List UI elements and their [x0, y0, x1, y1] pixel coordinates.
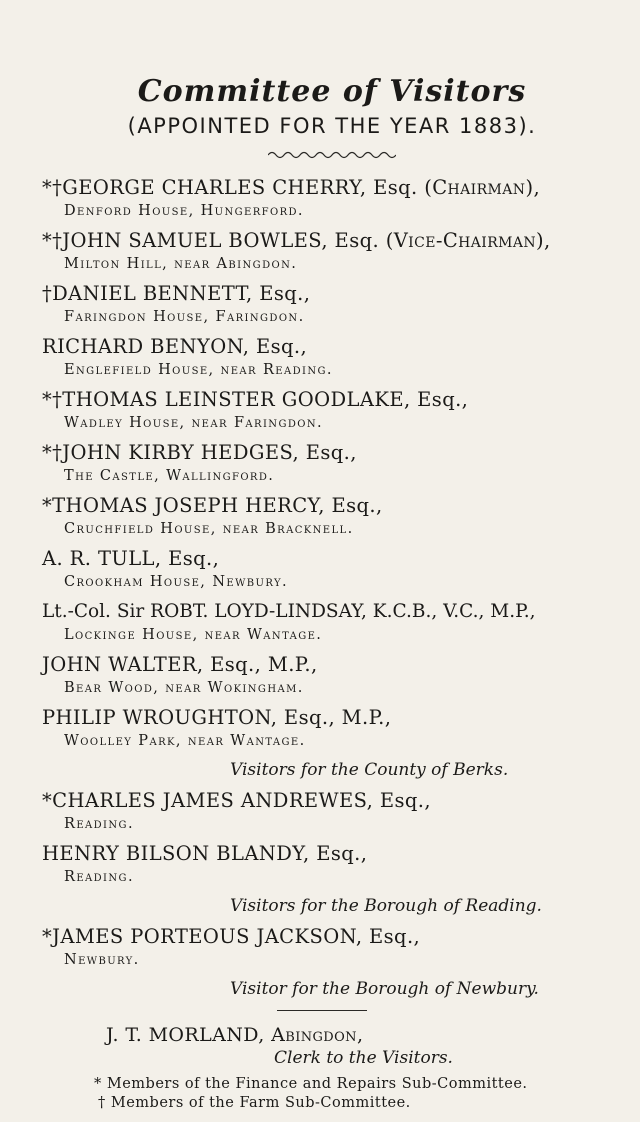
- visitor-name: PHILIP WROUGHTON, Esq., M.P.,: [42, 706, 392, 729]
- visitor-entry: [42, 227, 622, 274]
- visitor-name: *CHARLES JAMES ANDREWES, Esq.,: [42, 789, 431, 812]
- visitor-address: Reading.: [64, 869, 134, 885]
- visitor-name: JOHN WALTER, Esq., M.P.,: [42, 653, 318, 676]
- visitor-address: Faringdon House, Faringdon.: [64, 309, 305, 325]
- visitor-address: Englefield House, near Reading.: [64, 362, 333, 378]
- visitor-entry: [42, 923, 622, 970]
- visitor-entry: [42, 787, 622, 834]
- visitor-address: Denford House, Hungerford.: [64, 203, 304, 219]
- visitor-entry: [42, 174, 622, 221]
- clerk-name: J. T. MORLAND,: [106, 1024, 272, 1046]
- visitor-address: Woolley Park, near Wantage.: [64, 733, 306, 749]
- clerk-line: [42, 1023, 622, 1047]
- clerk-place: Abingdon,: [271, 1024, 364, 1046]
- visitor-address: Lockinge House, near Wantage.: [64, 627, 323, 643]
- visitor-entry: [42, 439, 622, 486]
- visitor-address: Crookham House, Newbury.: [64, 574, 288, 590]
- visitor-entry: [42, 333, 622, 380]
- footnote-finance: * Members of the Finance and Repairs Sub-Committee.: [94, 1076, 528, 1092]
- visitor-entry: [42, 840, 622, 887]
- visitor-name: *†JOHN KIRBY HEDGES, Esq.,: [42, 441, 357, 464]
- section-heading-newbury: Visitor for the Borough of Newbury.: [230, 979, 539, 999]
- visitor-name: *JAMES PORTEOUS JACKSON, Esq.,: [42, 925, 421, 948]
- visitor-name: *†JOHN SAMUEL BOWLES, Esq.: [42, 229, 386, 252]
- visitor-address: The Castle, Wallingford.: [64, 468, 275, 484]
- visitor-entry: [42, 704, 622, 751]
- section-heading-reading: Visitors for the Borough of Reading.: [230, 896, 542, 916]
- visitor-name: *†THOMAS LEINSTER GOODLAKE, Esq.,: [42, 388, 469, 411]
- visitor-name: RICHARD BENYON, Esq.,: [42, 335, 308, 358]
- visitor-name: A. R. TULL, Esq.,: [42, 547, 220, 570]
- visitor-entry: [42, 280, 622, 327]
- visitor-role: (Chairman),: [424, 176, 541, 199]
- visitor-address: Newbury.: [64, 952, 140, 968]
- visitor-role: (Vice-Chairman),: [385, 229, 551, 252]
- footnote-farm: † Members of the Farm Sub-Committee.: [98, 1095, 411, 1111]
- divider-rule: [277, 1010, 367, 1011]
- visitor-name: *†GEORGE CHARLES CHERRY, Esq.: [42, 176, 425, 199]
- clerk-title: Clerk to the Visitors.: [274, 1048, 453, 1068]
- visitor-address: Bear Wood, near Wokingham.: [64, 680, 304, 696]
- visitor-entry: [42, 386, 622, 433]
- page-subtitle: (APPOINTED FOR THE YEAR 1883).: [127, 114, 537, 138]
- visitor-name: *THOMAS JOSEPH HERCY, Esq.,: [42, 494, 383, 517]
- visitor-name: Lt.-Col. Sir ROBT. LOYD-LINDSAY, K.C.B., V.C., M.P.,: [42, 601, 536, 622]
- visitor-entry: [42, 492, 622, 539]
- visitor-address: Cruchfield House, near Bracknell.: [64, 521, 354, 537]
- visitor-entry: [42, 651, 622, 698]
- visitor-name: HENRY BILSON BLANDY, Esq.,: [42, 842, 368, 865]
- wavy-divider-ornament: [268, 150, 396, 160]
- visitor-address: Wadley House, near Faringdon.: [64, 415, 324, 431]
- visitor-name: †DANIEL BENNETT, Esq.,: [42, 282, 311, 305]
- section-heading-county: Visitors for the County of Berks.: [230, 760, 509, 780]
- visitor-entry: [42, 598, 622, 645]
- page-title: Committee of Visitors: [137, 74, 527, 109]
- visitor-address: Milton Hill, near Abingdon.: [64, 256, 298, 272]
- visitor-address: Reading.: [64, 816, 134, 832]
- visitor-entry: [42, 545, 622, 592]
